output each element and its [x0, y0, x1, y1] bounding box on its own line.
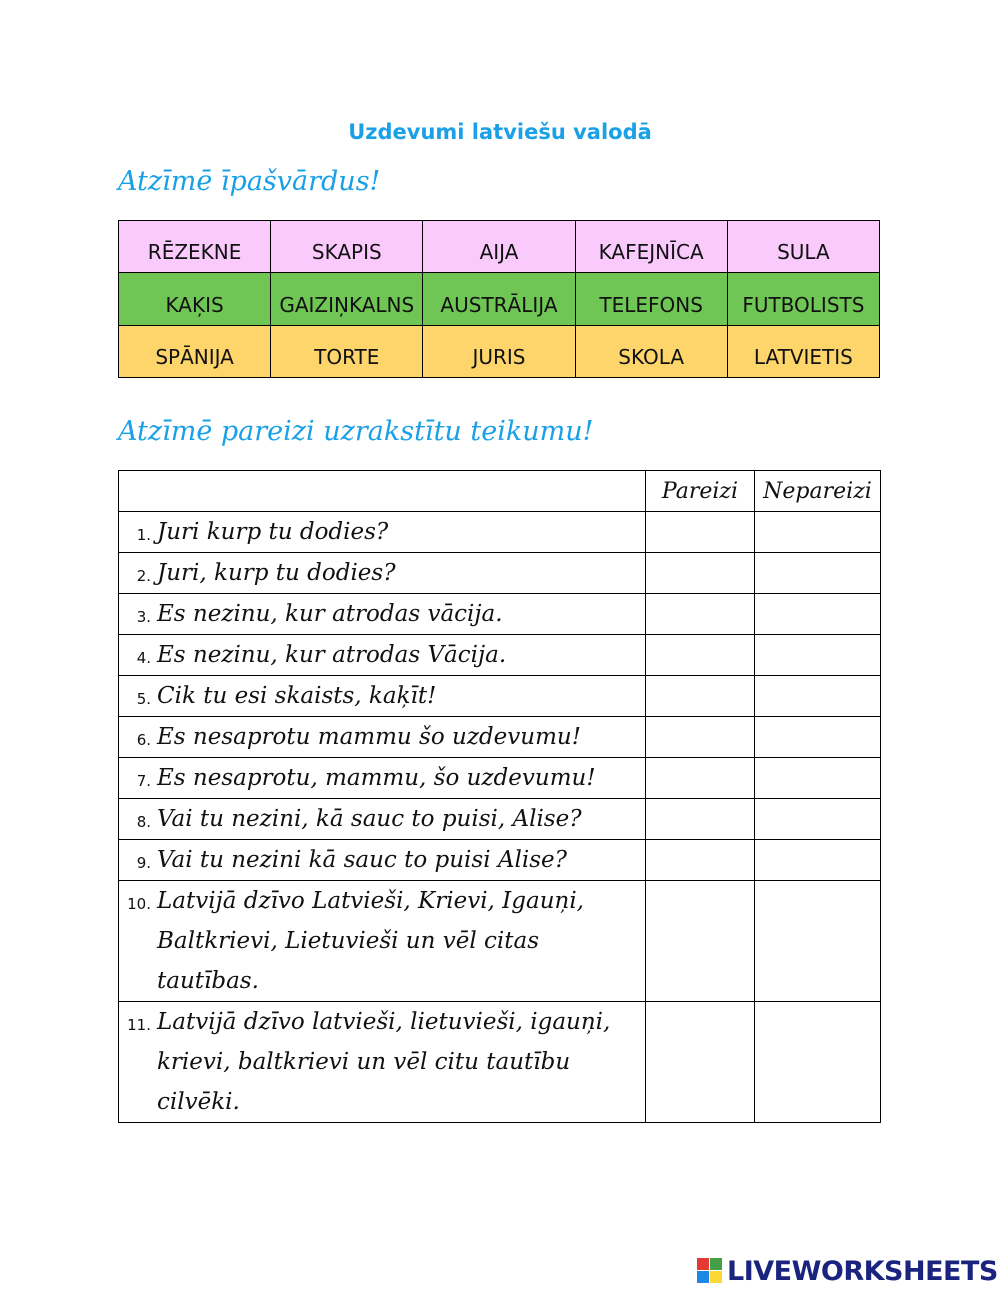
word-cell[interactable]: TELEFONS [575, 273, 727, 325]
sentence-cell [119, 758, 646, 799]
sentence-text: Es nesaprotu, mammu, šo uzdevumu! [157, 765, 596, 791]
correct-answer-cell[interactable] [646, 758, 755, 799]
incorrect-answer-cell[interactable] [755, 881, 881, 1002]
sentence-cell [119, 1002, 646, 1123]
correct-answer-cell[interactable] [646, 881, 755, 1002]
sentence-cell [119, 635, 646, 676]
incorrect-answer-cell[interactable] [755, 635, 881, 676]
word-cell[interactable]: JURIS [423, 325, 575, 377]
grid-row [119, 273, 880, 325]
table-row [119, 553, 881, 594]
proper-nouns-grid [118, 220, 880, 378]
section-title-sentences: Atzīmē pareizi uzrakstītu teikumu! [118, 416, 594, 447]
section-title-proper-nouns: Atzīmē īpašvārdus! [118, 166, 381, 197]
correct-answer-cell[interactable] [646, 635, 755, 676]
sentence-text: Cik tu esi skaists, kaķīt! [157, 683, 437, 709]
table-row [119, 758, 881, 799]
word-cell[interactable]: SPĀNIJA [119, 325, 271, 377]
page-title: Uzdevumi latviešu valodā [348, 120, 652, 144]
word-cell[interactable]: AIJA [423, 221, 575, 273]
word-cell[interactable]: SKAPIS [271, 221, 423, 273]
incorrect-answer-cell[interactable] [755, 1002, 881, 1123]
word-cell[interactable]: RĒZEKNE [119, 221, 271, 273]
sentence-number: 2. [136, 567, 151, 585]
word-cell[interactable]: KAFEJNĪCA [575, 221, 727, 273]
word-cell[interactable]: KAĶIS [119, 273, 271, 325]
incorrect-answer-cell[interactable] [755, 553, 881, 594]
sentence-cell [119, 881, 646, 1002]
sentence-cell [119, 799, 646, 840]
table-row [119, 717, 881, 758]
sentence-text: Latvijā dzīvo latvieši, lietuvieši, igauņi, krievi, baltkrievi un vēl citu tautību cilvēki. [157, 1009, 611, 1115]
correct-answer-cell[interactable] [646, 594, 755, 635]
sentence-text: Vai tu nezini kā sauc to puisi Alise? [157, 847, 567, 873]
sentence-number: 5. [136, 690, 151, 708]
incorrect-answer-cell[interactable] [755, 594, 881, 635]
word-cell[interactable]: AUSTRĀLIJA [423, 273, 575, 325]
header-empty-cell [119, 471, 646, 512]
logo-text: LIVEWORKSHEETS [727, 1255, 998, 1287]
word-cell[interactable]: SULA [727, 221, 879, 273]
sentence-cell [119, 840, 646, 881]
sentence-cell [119, 676, 646, 717]
sentence-text: Juri, kurp tu dodies? [157, 560, 396, 586]
table-row [119, 635, 881, 676]
table-row [119, 676, 881, 717]
correct-answer-cell[interactable] [646, 840, 755, 881]
header-correct: Pareizi [646, 471, 755, 512]
table-row [119, 840, 881, 881]
sentence-number: 3. [136, 608, 151, 626]
word-cell[interactable]: LATVIETIS [727, 325, 879, 377]
table-row [119, 512, 881, 553]
correct-answer-cell[interactable] [646, 1002, 755, 1123]
sentence-text: Vai tu nezini, kā sauc to puisi, Alise? [157, 806, 582, 832]
incorrect-answer-cell[interactable] [755, 717, 881, 758]
incorrect-answer-cell[interactable] [755, 758, 881, 799]
correct-answer-cell[interactable] [646, 799, 755, 840]
sentence-number: 11. [127, 1016, 151, 1034]
sentence-text: Es nesaprotu mammu šo uzdevumu! [157, 724, 581, 750]
header-incorrect: Nepareizi [755, 471, 881, 512]
table-header-row [119, 471, 881, 512]
sentence-text: Es nezinu, kur atrodas Vācija. [157, 642, 507, 668]
logo-blocks-icon [697, 1258, 723, 1284]
word-cell[interactable]: FUTBOLISTS [727, 273, 879, 325]
table-row [119, 881, 881, 1002]
correct-answer-cell[interactable] [646, 512, 755, 553]
grid-row [119, 221, 880, 273]
sentence-number: 6. [136, 731, 151, 749]
sentence-text: Latvijā dzīvo Latvieši, Krievi, Igauņi, Baltkrievi, Lietuvieši un vēl citas tautības. [157, 888, 584, 994]
incorrect-answer-cell[interactable] [755, 512, 881, 553]
sentence-text: Juri kurp tu dodies? [157, 519, 389, 545]
sentence-cell [119, 512, 646, 553]
correct-answer-cell[interactable] [646, 553, 755, 594]
sentence-number: 10. [127, 895, 151, 913]
sentence-number: 4. [136, 649, 151, 667]
word-cell[interactable]: TORTE [271, 325, 423, 377]
sentence-number: 8. [136, 813, 151, 831]
sentence-text: Es nezinu, kur atrodas vācija. [157, 601, 503, 627]
table-row [119, 1002, 881, 1123]
table-row [119, 594, 881, 635]
sentence-number: 9. [136, 854, 151, 872]
word-cell[interactable]: SKOLA [575, 325, 727, 377]
incorrect-answer-cell[interactable] [755, 840, 881, 881]
sentence-cell [119, 594, 646, 635]
sentence-cell [119, 553, 646, 594]
incorrect-answer-cell[interactable] [755, 799, 881, 840]
correct-answer-cell[interactable] [646, 717, 755, 758]
sentence-number: 1. [136, 526, 151, 544]
table-row [119, 799, 881, 840]
liveworksheets-logo [697, 1255, 998, 1287]
grid-row [119, 325, 880, 377]
sentences-table [118, 470, 881, 1123]
correct-answer-cell[interactable] [646, 676, 755, 717]
incorrect-answer-cell[interactable] [755, 676, 881, 717]
sentence-cell [119, 717, 646, 758]
word-cell[interactable]: GAIZIŅKALNS [271, 273, 423, 325]
sentence-number: 7. [136, 772, 151, 790]
